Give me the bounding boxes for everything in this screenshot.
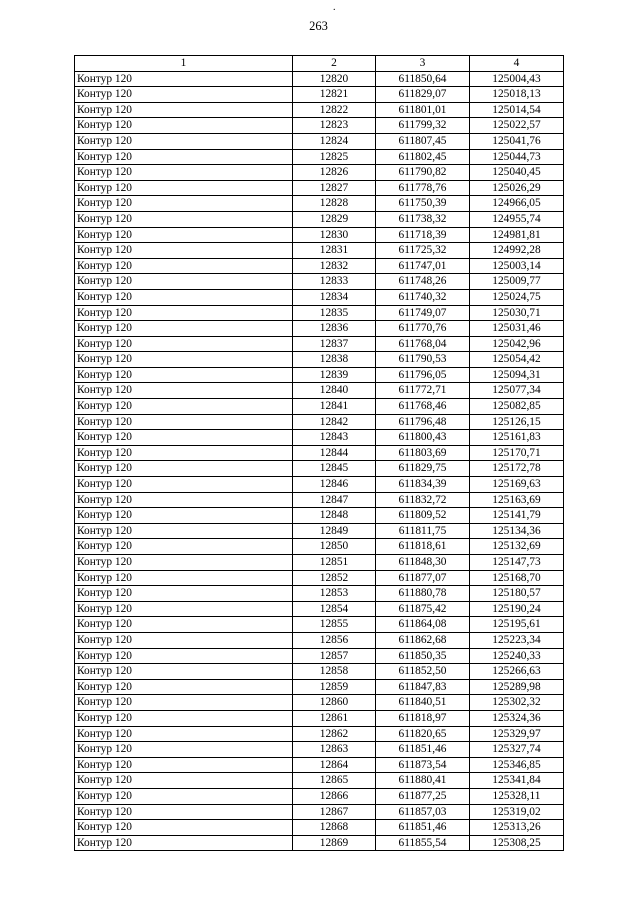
point-number-cell: 12849	[293, 523, 376, 539]
table-row	[75, 835, 564, 851]
y-coordinate-cell: 125313,26	[470, 820, 564, 836]
contour-name-cell: Контур 120	[75, 102, 293, 118]
contour-name-cell: Контур 120	[75, 445, 293, 461]
x-coordinate-cell: 611847,83	[376, 679, 470, 695]
contour-name-cell: Контур 120	[75, 726, 293, 742]
y-coordinate-cell: 125328,11	[470, 788, 564, 804]
point-number-cell: 12862	[293, 726, 376, 742]
point-number-cell: 12838	[293, 352, 376, 368]
y-coordinate-cell: 124992,28	[470, 243, 564, 259]
y-coordinate-cell: 125319,02	[470, 804, 564, 820]
x-coordinate-cell: 611796,48	[376, 414, 470, 430]
x-coordinate-cell: 611852,50	[376, 664, 470, 680]
x-coordinate-cell: 611747,01	[376, 258, 470, 274]
y-coordinate-cell: 124981,81	[470, 227, 564, 243]
point-number-cell: 12834	[293, 289, 376, 305]
point-number-cell: 12837	[293, 336, 376, 352]
table-row	[75, 414, 564, 430]
contour-name-cell: Контур 120	[75, 321, 293, 337]
x-coordinate-cell: 611790,53	[376, 352, 470, 368]
table-row	[75, 555, 564, 571]
point-number-cell: 12858	[293, 664, 376, 680]
contour-name-cell: Контур 120	[75, 570, 293, 586]
point-number-cell: 12844	[293, 445, 376, 461]
table-row	[75, 399, 564, 415]
contour-name-cell: Контур 120	[75, 804, 293, 820]
point-number-cell: 12846	[293, 477, 376, 493]
table-row	[75, 305, 564, 321]
y-coordinate-cell: 125266,63	[470, 664, 564, 680]
page-number: 263	[309, 19, 328, 33]
contour-name-cell: Контур 120	[75, 632, 293, 648]
point-number-cell: 12868	[293, 820, 376, 836]
table-row	[75, 133, 564, 149]
table-row	[75, 508, 564, 524]
contour-name-cell: Контур 120	[75, 601, 293, 617]
point-number-cell: 12825	[293, 149, 376, 165]
point-number-cell: 12826	[293, 165, 376, 181]
contour-name-cell: Контур 120	[75, 383, 293, 399]
y-coordinate-cell: 125168,70	[470, 570, 564, 586]
table-row	[75, 352, 564, 368]
contour-name-cell: Контур 120	[75, 196, 293, 212]
table-row	[75, 149, 564, 165]
table-row	[75, 461, 564, 477]
point-number-cell: 12842	[293, 414, 376, 430]
table-row	[75, 289, 564, 305]
table-row	[75, 196, 564, 212]
y-coordinate-cell: 125195,61	[470, 617, 564, 633]
table-row	[75, 664, 564, 680]
x-coordinate-cell: 611848,30	[376, 555, 470, 571]
x-coordinate-cell: 611820,65	[376, 726, 470, 742]
point-number-cell: 12867	[293, 804, 376, 820]
x-coordinate-cell: 611818,97	[376, 710, 470, 726]
table-row	[75, 617, 564, 633]
point-number-cell: 12831	[293, 243, 376, 259]
x-coordinate-cell: 611738,32	[376, 211, 470, 227]
point-number-cell: 12830	[293, 227, 376, 243]
y-coordinate-cell: 125161,83	[470, 430, 564, 446]
contour-name-cell: Контур 120	[75, 710, 293, 726]
table-row	[75, 742, 564, 758]
x-coordinate-cell: 611832,72	[376, 492, 470, 508]
contour-name-cell: Контур 120	[75, 336, 293, 352]
x-coordinate-cell: 611840,51	[376, 695, 470, 711]
table-row	[75, 492, 564, 508]
y-coordinate-cell: 125147,73	[470, 555, 564, 571]
contour-name-cell: Контур 120	[75, 352, 293, 368]
contour-name-cell: Контур 120	[75, 367, 293, 383]
point-number-cell: 12836	[293, 321, 376, 337]
contour-name-cell: Контур 120	[75, 258, 293, 274]
x-coordinate-cell: 611749,07	[376, 305, 470, 321]
y-coordinate-cell: 125077,34	[470, 383, 564, 399]
point-number-cell: 12841	[293, 399, 376, 415]
table-row	[75, 102, 564, 118]
x-coordinate-cell: 611811,75	[376, 523, 470, 539]
y-coordinate-cell: 125022,57	[470, 118, 564, 134]
x-coordinate-cell: 611768,04	[376, 336, 470, 352]
x-coordinate-cell: 611877,25	[376, 788, 470, 804]
y-coordinate-cell: 125180,57	[470, 586, 564, 602]
x-coordinate-cell: 611809,52	[376, 508, 470, 524]
x-coordinate-cell: 611862,68	[376, 632, 470, 648]
y-coordinate-cell: 125170,71	[470, 445, 564, 461]
header-col-4: 4	[470, 56, 564, 72]
x-coordinate-cell: 611796,05	[376, 367, 470, 383]
x-coordinate-cell: 611855,54	[376, 835, 470, 851]
contour-name-cell: Контур 120	[75, 492, 293, 508]
x-coordinate-cell: 611857,03	[376, 804, 470, 820]
point-number-cell: 12843	[293, 430, 376, 446]
contour-name-cell: Контур 120	[75, 788, 293, 804]
contour-name-cell: Контур 120	[75, 149, 293, 165]
y-coordinate-cell: 125024,75	[470, 289, 564, 305]
table-row	[75, 118, 564, 134]
contour-name-cell: Контур 120	[75, 523, 293, 539]
contour-name-cell: Контур 120	[75, 773, 293, 789]
x-coordinate-cell: 611718,39	[376, 227, 470, 243]
x-coordinate-cell: 611851,46	[376, 742, 470, 758]
table-row	[75, 71, 564, 87]
x-coordinate-cell: 611834,39	[376, 477, 470, 493]
y-coordinate-cell: 125302,32	[470, 695, 564, 711]
y-coordinate-cell: 125004,43	[470, 71, 564, 87]
contour-name-cell: Контур 120	[75, 133, 293, 149]
table-row	[75, 243, 564, 259]
contour-name-cell: Контур 120	[75, 648, 293, 664]
contour-name-cell: Контур 120	[75, 180, 293, 196]
x-coordinate-cell: 611802,45	[376, 149, 470, 165]
x-coordinate-cell: 611801,01	[376, 102, 470, 118]
point-number-cell: 12863	[293, 742, 376, 758]
contour-name-cell: Контур 120	[75, 820, 293, 836]
point-number-cell: 12856	[293, 632, 376, 648]
y-coordinate-cell: 125018,13	[470, 87, 564, 103]
y-coordinate-cell: 125054,42	[470, 352, 564, 368]
y-coordinate-cell: 125346,85	[470, 757, 564, 773]
x-coordinate-cell: 611873,54	[376, 757, 470, 773]
y-coordinate-cell: 125308,25	[470, 835, 564, 851]
table-row	[75, 477, 564, 493]
point-number-cell: 12852	[293, 570, 376, 586]
contour-name-cell: Контур 120	[75, 664, 293, 680]
table-row	[75, 804, 564, 820]
point-number-cell: 12835	[293, 305, 376, 321]
table-row	[75, 586, 564, 602]
contour-name-cell: Контур 120	[75, 477, 293, 493]
point-number-cell: 12860	[293, 695, 376, 711]
contour-name-cell: Контур 120	[75, 679, 293, 695]
point-number-cell: 12854	[293, 601, 376, 617]
x-coordinate-cell: 611740,32	[376, 289, 470, 305]
x-coordinate-cell: 611800,43	[376, 430, 470, 446]
y-coordinate-cell: 125042,96	[470, 336, 564, 352]
point-number-cell: 12820	[293, 71, 376, 87]
table-row	[75, 180, 564, 196]
table-row	[75, 695, 564, 711]
header-col-1: 1	[75, 56, 293, 72]
contour-name-cell: Контур 120	[75, 695, 293, 711]
y-coordinate-cell: 125094,31	[470, 367, 564, 383]
point-number-cell: 12869	[293, 835, 376, 851]
table-row	[75, 445, 564, 461]
y-coordinate-cell: 124955,74	[470, 211, 564, 227]
x-coordinate-cell: 611799,32	[376, 118, 470, 134]
x-coordinate-cell: 611772,71	[376, 383, 470, 399]
y-coordinate-cell: 125341,84	[470, 773, 564, 789]
header-col-2: 2	[293, 56, 376, 72]
point-number-cell: 12864	[293, 757, 376, 773]
table-header	[75, 56, 564, 72]
table-row	[75, 367, 564, 383]
contour-name-cell: Контур 120	[75, 508, 293, 524]
contour-name-cell: Контур 120	[75, 742, 293, 758]
contour-name-cell: Контур 120	[75, 165, 293, 181]
y-coordinate-cell: 125327,74	[470, 742, 564, 758]
contour-name-cell: Контур 120	[75, 430, 293, 446]
header-row	[75, 56, 564, 72]
point-number-cell: 12847	[293, 492, 376, 508]
contour-name-cell: Контур 120	[75, 227, 293, 243]
y-coordinate-cell: 125082,85	[470, 399, 564, 415]
table-row	[75, 648, 564, 664]
y-coordinate-cell: 125169,63	[470, 477, 564, 493]
page-mark: .	[333, 2, 336, 13]
table-row	[75, 274, 564, 290]
contour-name-cell: Контур 120	[75, 539, 293, 555]
contour-name-cell: Контур 120	[75, 305, 293, 321]
contour-name-cell: Контур 120	[75, 414, 293, 430]
x-coordinate-cell: 611807,45	[376, 133, 470, 149]
y-coordinate-cell: 125026,29	[470, 180, 564, 196]
contour-name-cell: Контур 120	[75, 118, 293, 134]
table-row	[75, 321, 564, 337]
point-number-cell: 12865	[293, 773, 376, 789]
contour-name-cell: Контур 120	[75, 555, 293, 571]
y-coordinate-cell: 125190,24	[470, 601, 564, 617]
contour-name-cell: Контур 120	[75, 617, 293, 633]
contour-name-cell: Контур 120	[75, 274, 293, 290]
table-row	[75, 570, 564, 586]
point-number-cell: 12853	[293, 586, 376, 602]
contour-name-cell: Контур 120	[75, 586, 293, 602]
point-number-cell: 12866	[293, 788, 376, 804]
x-coordinate-cell: 611829,75	[376, 461, 470, 477]
point-number-cell: 12828	[293, 196, 376, 212]
y-coordinate-cell: 125329,97	[470, 726, 564, 742]
x-coordinate-cell: 611877,07	[376, 570, 470, 586]
point-number-cell: 12857	[293, 648, 376, 664]
y-coordinate-cell: 125289,98	[470, 679, 564, 695]
x-coordinate-cell: 611829,07	[376, 87, 470, 103]
point-number-cell: 12845	[293, 461, 376, 477]
table-body	[75, 71, 564, 851]
point-number-cell: 12848	[293, 508, 376, 524]
y-coordinate-cell: 125132,69	[470, 539, 564, 555]
table-row	[75, 788, 564, 804]
x-coordinate-cell: 611880,41	[376, 773, 470, 789]
point-number-cell: 12855	[293, 617, 376, 633]
y-coordinate-cell: 125003,14	[470, 258, 564, 274]
x-coordinate-cell: 611790,82	[376, 165, 470, 181]
y-coordinate-cell: 125163,69	[470, 492, 564, 508]
y-coordinate-cell: 125134,36	[470, 523, 564, 539]
x-coordinate-cell: 611778,76	[376, 180, 470, 196]
point-number-cell: 12827	[293, 180, 376, 196]
coordinates-table	[74, 55, 564, 851]
x-coordinate-cell: 611748,26	[376, 274, 470, 290]
table-row	[75, 539, 564, 555]
point-number-cell: 12821	[293, 87, 376, 103]
y-coordinate-cell: 125040,45	[470, 165, 564, 181]
y-coordinate-cell: 125223,34	[470, 632, 564, 648]
x-coordinate-cell: 611850,35	[376, 648, 470, 664]
y-coordinate-cell: 125009,77	[470, 274, 564, 290]
point-number-cell: 12851	[293, 555, 376, 571]
x-coordinate-cell: 611818,61	[376, 539, 470, 555]
y-coordinate-cell: 125172,78	[470, 461, 564, 477]
header-col-3: 3	[376, 56, 470, 72]
contour-name-cell: Контур 120	[75, 211, 293, 227]
y-coordinate-cell: 125014,54	[470, 102, 564, 118]
contour-name-cell: Контур 120	[75, 243, 293, 259]
y-coordinate-cell: 125041,76	[470, 133, 564, 149]
x-coordinate-cell: 611850,64	[376, 71, 470, 87]
x-coordinate-cell: 611725,32	[376, 243, 470, 259]
table-row	[75, 383, 564, 399]
x-coordinate-cell: 611875,42	[376, 601, 470, 617]
contour-name-cell: Контур 120	[75, 461, 293, 477]
contour-name-cell: Контур 120	[75, 289, 293, 305]
x-coordinate-cell: 611750,39	[376, 196, 470, 212]
point-number-cell: 12850	[293, 539, 376, 555]
contour-name-cell: Контур 120	[75, 87, 293, 103]
contour-name-cell: Контур 120	[75, 71, 293, 87]
point-number-cell: 12861	[293, 710, 376, 726]
table-row	[75, 336, 564, 352]
contour-name-cell: Контур 120	[75, 399, 293, 415]
table-row	[75, 165, 564, 181]
y-coordinate-cell: 125240,33	[470, 648, 564, 664]
table-row	[75, 820, 564, 836]
y-coordinate-cell: 125044,73	[470, 149, 564, 165]
point-number-cell: 12833	[293, 274, 376, 290]
table-row	[75, 632, 564, 648]
point-number-cell: 12839	[293, 367, 376, 383]
point-number-cell: 12840	[293, 383, 376, 399]
table-row	[75, 523, 564, 539]
point-number-cell: 12823	[293, 118, 376, 134]
y-coordinate-cell: 125126,15	[470, 414, 564, 430]
y-coordinate-cell: 125141,79	[470, 508, 564, 524]
table-row	[75, 430, 564, 446]
table-row	[75, 757, 564, 773]
contour-name-cell: Контур 120	[75, 835, 293, 851]
x-coordinate-cell: 611770,76	[376, 321, 470, 337]
table-row	[75, 679, 564, 695]
point-number-cell: 12832	[293, 258, 376, 274]
y-coordinate-cell: 125031,46	[470, 321, 564, 337]
contour-name-cell: Контур 120	[75, 757, 293, 773]
point-number-cell: 12859	[293, 679, 376, 695]
point-number-cell: 12824	[293, 133, 376, 149]
table-row	[75, 601, 564, 617]
x-coordinate-cell: 611768,46	[376, 399, 470, 415]
table-row	[75, 227, 564, 243]
table-row	[75, 87, 564, 103]
y-coordinate-cell: 125030,71	[470, 305, 564, 321]
point-number-cell: 12829	[293, 211, 376, 227]
x-coordinate-cell: 611803,69	[376, 445, 470, 461]
x-coordinate-cell: 611851,46	[376, 820, 470, 836]
table-row	[75, 258, 564, 274]
point-number-cell: 12822	[293, 102, 376, 118]
x-coordinate-cell: 611880,78	[376, 586, 470, 602]
table-row	[75, 211, 564, 227]
y-coordinate-cell: 125324,36	[470, 710, 564, 726]
x-coordinate-cell: 611864,08	[376, 617, 470, 633]
y-coordinate-cell: 124966,05	[470, 196, 564, 212]
table-row	[75, 773, 564, 789]
table-row	[75, 710, 564, 726]
table-row	[75, 726, 564, 742]
